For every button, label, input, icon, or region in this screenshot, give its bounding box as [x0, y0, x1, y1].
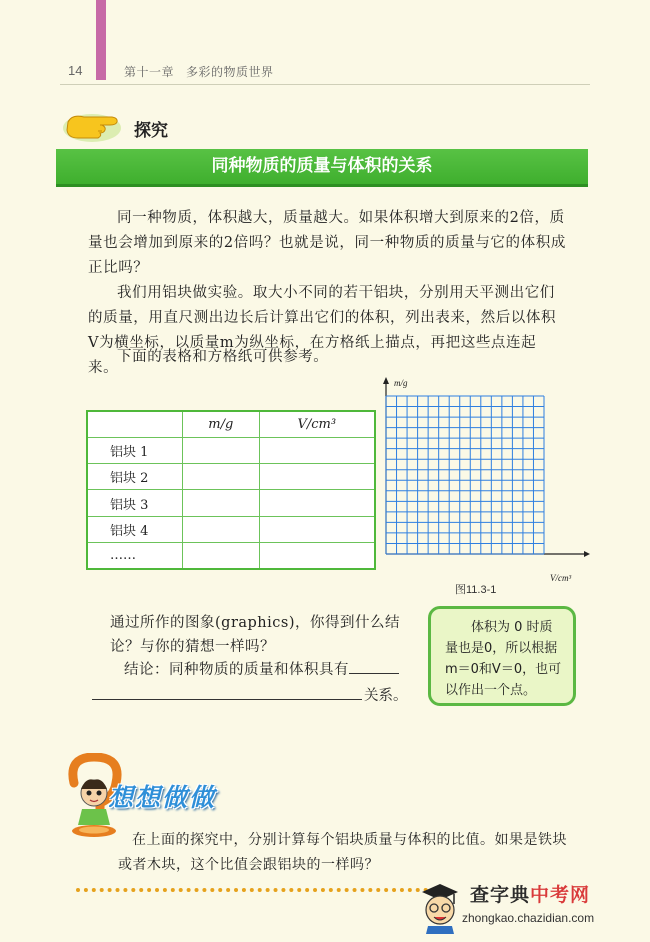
watermark-name-b: 中考网 — [530, 884, 591, 906]
header-divider — [60, 84, 590, 85]
figure-caption: 图11.3-1 — [455, 584, 497, 596]
intro-paragraph: 同一种物质，体积越大，质量越大。如果体积增大到原来的2倍，质量也会增加到原来的2倍吗？也就是说，同一种物质的质量与它的体积成正比吗？ — [88, 210, 566, 276]
table-header-row — [88, 412, 374, 438]
table-row-label: 铝块 1 — [88, 438, 183, 464]
conclusion-suffix: 关系。 — [364, 688, 408, 704]
table-cell — [183, 490, 260, 516]
watermark-name-a: 查字典 — [470, 884, 531, 906]
dotted-divider — [76, 888, 436, 892]
mascot-logo-icon — [418, 878, 462, 934]
chapter-heading — [124, 63, 274, 80]
table-header-cell: m/g — [183, 412, 260, 438]
table-row — [88, 542, 374, 568]
table-row — [88, 490, 374, 516]
graph-question: 通过所作的图象(graphics)，你得到什么结论？与你的猜想一样吗？ — [110, 615, 400, 655]
chapter-number: 第十一章 — [124, 65, 175, 79]
table-cell — [183, 464, 260, 490]
think-do-text: 在上面的探究中，分别计算每个铝块质量与体积的比值。如果是铁块或者木块，这个比值会跟铝块的一样吗？ — [118, 832, 567, 873]
table-row — [88, 516, 374, 542]
answer-blank — [92, 699, 362, 700]
table-cell — [259, 490, 374, 516]
table-row-label: …… — [88, 542, 183, 568]
section-title-bar: 同种物质的质量与体积的关系 — [56, 149, 588, 187]
table-cell — [183, 438, 260, 464]
watermark-url: zhongkao.chazidian.com — [462, 911, 595, 925]
graph-paper — [376, 376, 590, 582]
table-cell — [259, 542, 374, 568]
y-axis-label: m/g — [394, 378, 408, 388]
data-table — [86, 410, 376, 570]
table-header-cell: V/cm³ — [259, 412, 374, 438]
explore-label: 探究 — [134, 121, 168, 140]
page-number: 14 — [68, 63, 83, 78]
header-accent-bar — [96, 0, 106, 80]
chapter-title: 多彩的物质世界 — [186, 65, 274, 79]
conclusion-prefix: 结论：同种物质的质量和体积具有 — [124, 662, 349, 678]
table-cell — [183, 542, 260, 568]
table-cell — [259, 516, 374, 542]
watermark-title — [470, 880, 590, 907]
conclusion-line — [124, 658, 399, 679]
x-axis-arrow — [584, 551, 590, 557]
conclusion-line-2 — [92, 684, 408, 705]
x-axis-label: V/cm³ — [550, 573, 572, 582]
table-row-label: 铝块 3 — [88, 490, 183, 516]
table-cell — [259, 438, 374, 464]
experiment-paragraph: 我们用铝块做实验。取大小不同的若干铝块，分别用天平测出它们的质量，用直尺测出边长后计算出它们的体积，列出表来，然后以体积V为横坐标，以质量m为纵坐标，在方格纸上描点，再把这些点连起来。 — [88, 285, 557, 376]
think-do-title: 想想做做 — [108, 783, 217, 812]
table-cell — [183, 516, 260, 542]
table-cell — [259, 464, 374, 490]
table-row-label: 铝块 4 — [88, 516, 183, 542]
answer-blank — [349, 673, 399, 674]
table-row — [88, 464, 374, 490]
table-row-label: 铝块 2 — [88, 464, 183, 490]
hint-note: 体积为 0 时质量也是0，所以根据m＝0和V＝0，也可以作出一个点。 — [428, 606, 576, 706]
reference-paragraph: 下面的表格和方格纸可供参考。 — [117, 349, 329, 365]
pointing-hand-icon — [62, 108, 124, 144]
table-header-cell — [88, 412, 183, 438]
table-row — [88, 438, 374, 464]
